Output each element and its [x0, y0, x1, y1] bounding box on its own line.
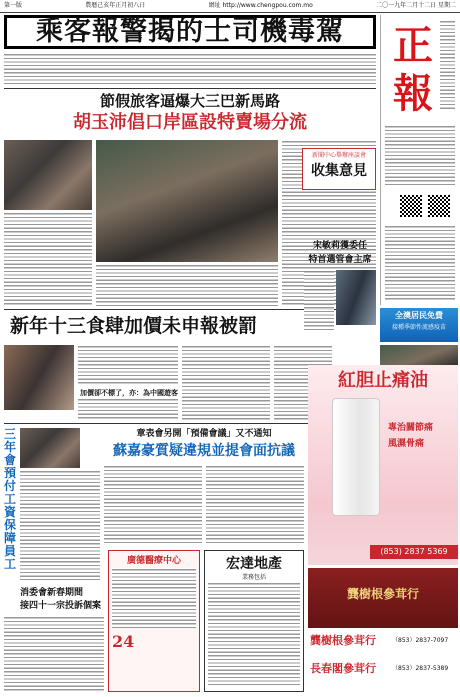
story4-title: 蘇嘉豪質疑違規並提會面抗議: [113, 443, 295, 459]
divider: [4, 88, 376, 89]
lunar-date: 農曆己亥年正月初八日: [85, 2, 146, 9]
clinic-phone[interactable]: 24: [112, 632, 135, 651]
ointment-bottle-image: [332, 398, 380, 516]
story3-text-b: [78, 398, 178, 420]
ginseng-title-1: 龔樹根參茸行: [310, 634, 376, 647]
advisor-title-2: 特首選管會主席: [308, 255, 372, 265]
left-col-photo: [20, 428, 80, 468]
ginseng-phone-1[interactable]: （853）2837-7097: [392, 637, 449, 644]
advisor-title-1: 宋敏莉獲委任: [312, 241, 367, 251]
logo-char-top: 正: [393, 22, 433, 69]
story4-text-b: [206, 465, 304, 545]
left-col-vertical-title: 三年會預付工資保障員工: [4, 427, 17, 571]
story3-text-a: [78, 345, 178, 385]
story2-portrait-photo: [4, 140, 92, 210]
masthead-info-text: [385, 125, 455, 185]
story2-title-1: 節假旅客逼爆大三巴新馬路: [99, 92, 280, 110]
story2-left-text: [4, 212, 92, 307]
qr-code-2[interactable]: [428, 195, 450, 217]
page-number: 第一版: [4, 2, 23, 9]
story3-kicker: 加價卻不標了，亦：為中國遊客: [80, 389, 178, 397]
collection-title: 收集意見: [311, 163, 367, 179]
story2-crowd-photo: [96, 140, 278, 262]
clinic-title: 廣德醫療中心: [126, 556, 181, 566]
vaccine-ad-line-2: 接種季節性流感疫苗: [391, 324, 446, 331]
site-url-label: 網址: [208, 2, 221, 9]
story2-title-2: 胡玉沛倡口岸區設特賣場分流: [73, 112, 307, 133]
vaccine-ad-line-1: 全澳居民免費: [395, 311, 443, 320]
headline-story-text: [4, 53, 376, 86]
story3-text-c: [182, 345, 270, 420]
story3-photo: [4, 345, 74, 410]
ginseng-title-2: 長春閣參茸行: [310, 662, 376, 675]
site-url-group: [209, 0, 313, 12]
consumer-title-1: 消委會新春期間: [20, 588, 84, 598]
ointment-ad: [308, 365, 458, 565]
main-headline: 乘客報警揭的士司機毒駕: [4, 15, 376, 49]
page-header-strip: [0, 0, 460, 13]
logo-char-bottom: 報: [393, 70, 433, 117]
ginseng-sign: 龔樹根參茸行: [346, 587, 419, 601]
story4-text-a: [104, 465, 202, 545]
advisor-text: [304, 270, 334, 330]
ginseng-phone-2[interactable]: （853）2837-5389: [392, 665, 449, 672]
realestate-title: 宏達地產: [226, 556, 282, 572]
ointment-sub-1: 專治關節痛: [388, 423, 434, 433]
site-url[interactable]: http://www.chengpou.com.mo: [222, 2, 313, 9]
consumer-text: [4, 616, 104, 692]
ointment-sub-2: 風濕骨痛: [388, 439, 425, 449]
left-col-text: [20, 470, 100, 580]
issue-date: 二〇一九年二月十二日 星期二: [376, 2, 456, 9]
realestate-text: [208, 582, 300, 686]
qr-code-1[interactable]: [400, 195, 422, 217]
story3-title: 新年十三食肆加價未申報被罰: [10, 315, 258, 337]
story2-caption-text: [96, 264, 278, 307]
collection-kicker: 新聞中心舉辦座談會: [311, 152, 366, 159]
ointment-phone[interactable]: (853) 2837 5369: [370, 545, 458, 559]
clinic-text: [112, 568, 196, 628]
consumer-title-2: 接四十一宗投訴個案: [20, 601, 102, 611]
ointment-title: 紅胆止痛油: [338, 370, 428, 391]
advisor-portrait-photo: [336, 270, 376, 325]
masthead-sidebar-text: [440, 20, 455, 110]
masthead-contact-text: [385, 225, 455, 300]
story4-kicker: 章表會另開「預備會議」又不通知: [136, 429, 272, 439]
realestate-sub: 業務包括: [241, 574, 266, 581]
